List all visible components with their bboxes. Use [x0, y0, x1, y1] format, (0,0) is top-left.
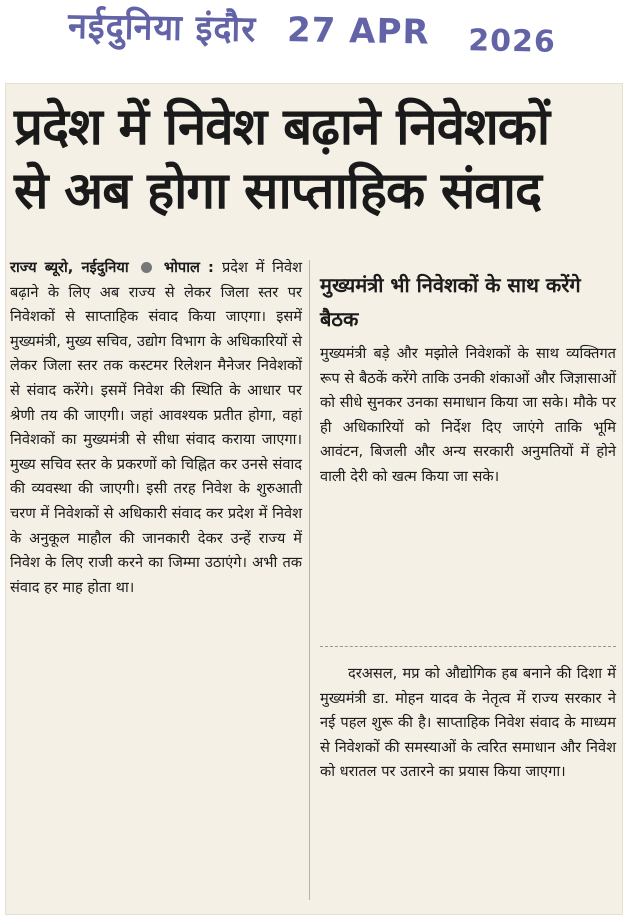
column-divider — [309, 260, 310, 900]
stamp-year: 2026 — [468, 23, 557, 60]
dateline-place: भोपाल : — [163, 259, 214, 276]
right-column — [320, 268, 616, 490]
headline — [14, 96, 618, 224]
left-column-body: प्रदेश में निवेश बढ़ाने के लिए अब राज्य से लेकर जिला स्तर पर निवेशकों से साप्ताहिक संवाद किया जाएगा। इसमें मुख्यमंत्री, मुख्य सचिव, उद्योग विभाग के अधिकारियों से लेकर जिला स्तर तक कस्टमर रिलेशन मैनेजर निवेशकों से संवाद करेंगे। इसमें निवेश की स्थिति के आधार पर श्रेणी तय की जाएगी। जहां आवश्यक प्रतीत होगा, वहां निवेशकों का मुख्यमंत्री से सीधा संवाद कराया जाएगा। मुख्य सचिव स्तर के प्रकरणों को चिह्नित कर उनसे संवाद की व्यवस्था की जाएगी। इसी तरह निवेश के शुरुआती चरण में निवेशकों से अधिकारी संवाद कर प्रदेश में निवेश के अनुकूल माहौल की जानकारी देकर उन्हें राज्य में निवेश के लिए राजी करने का जिम्मा उठाएंगे। अभी तक संवाद हर माह होता था। — [10, 259, 302, 596]
subheading: मुख्यमंत्री भी निवेशकों के साथ करेंगे बैठक — [320, 273, 581, 331]
stamp-date: 27 APR — [286, 10, 430, 53]
newspaper-clipping — [6, 84, 622, 914]
date-stamp — [68, 1, 609, 70]
stamp-paper-city: नईदुनिया इंदौर — [67, 5, 257, 51]
dateline — [10, 259, 222, 276]
bullet-dot-icon — [141, 262, 152, 273]
headline-line-1: प्रदेश में निवेश बढ़ाने निवेशकों — [14, 98, 550, 157]
headline-line-2: से अब होगा साप्ताहिक संवाद — [14, 162, 542, 221]
left-column — [10, 256, 302, 600]
section-divider — [320, 646, 616, 647]
right-column-paragraph-2: दरअसल, मप्र को औद्योगिक हब बनाने की दिशा में मुख्यमंत्री डा. मोहन यादव के नेतृत्व में राज्य सरकार ने नई पहल शुरू की है। साप्ताहिक निवेश संवाद के माध्यम से निवेशकों की समस्याओं के त्वरित समाधान और निवेश को धरातल पर उतारने का प्रयास किया जाएगा। — [320, 665, 616, 781]
right-column-paragraph-1: मुख्यमंत्री बड़े और मझोले निवेशकों के साथ व्यक्तिगत रूप से बैठकें करेंगे ताकि उनकी शंकाओं और जिज्ञासाओं को सीधे सुनकर उनका समाधान किया जा सके। मौके पर ही अधिकारियों को निर्देश दिए जाएंगे ताकि भूमि आवंटन, बिजली और अन्य सरकारी अनुमतियों में होने वाली देरी को खत्म किया जा सके। — [320, 345, 616, 485]
dateline-source: राज्य ब्यूरो, नईदुनिया — [10, 259, 129, 276]
